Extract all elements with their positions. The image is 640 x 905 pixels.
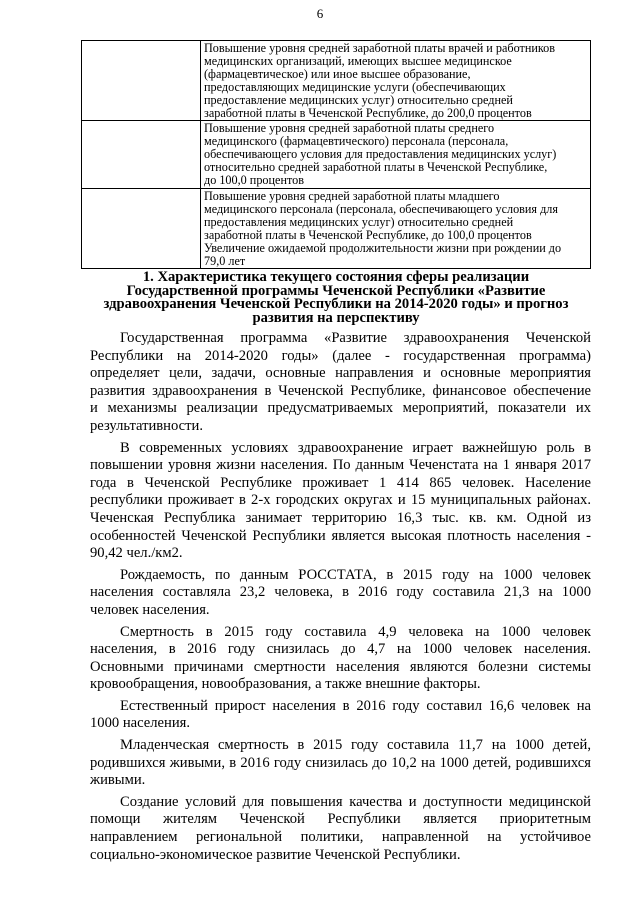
page-number: 6 [316,6,324,21]
paragraph-line: республики проживает в 2-х городских округах и 15 муниципальных районах. [90,492,591,509]
table-cell-target [201,41,591,121]
table-cell-line: до 100,0 процентов [204,173,304,188]
table-cell-empty [82,121,201,189]
table-cell-target [201,121,591,189]
paragraph-line: результативности. [90,417,203,434]
paragraph-line: Рождаемость, по данным РОССТАТА, в 2015 году на 1000 человек [120,566,591,583]
paragraph [90,330,591,436]
paragraph [90,440,591,563]
table-row [82,188,591,268]
paragraph [90,737,591,790]
targets-table [81,40,591,269]
section-title [81,271,591,325]
paragraph-line: 90,42 чел./км2. [90,545,183,562]
table-row [82,41,591,121]
table-cell-line: (фармацевтическое) или иное высшее образование, [204,66,471,81]
paragraph-line: определяет цели, задачи, основные направления и основные мероприятия [90,365,591,382]
table-cell-line: 79,0 лет [204,253,246,268]
section-title-line: здравоохранения Чеченской Республики на 2014-2020 годы» и прогноз [103,296,569,313]
table-cell-line: Повышение уровня средней заработной платы среднего [204,121,495,136]
paragraph-line: и механизмы реализации предусматриваемых мероприятий, показатели их [90,400,591,417]
document-body [90,330,591,868]
paragraph-line: 1000 населения. [90,715,190,732]
section-title-line: 1. Характеристика текущего состояния сферы реализации [142,269,530,285]
table-cell-line: Увеличение ожидаемой продолжительности жизни при рождении до [204,240,562,255]
table-cell-target [201,188,591,268]
paragraph-line: Создание условий для повышения качества и доступности медицинской [120,793,591,810]
table-cell-line: предоставляющих медицинские услуги (обеспечивающих [204,79,506,94]
paragraph-line: особенностей Чеченской Республики является высокая плотность населения - [90,527,591,544]
paragraph-line: населения, в 2016 году снизилась до 4,7 на 1000 человек населения. [90,641,591,658]
table-cell-line: медицинского персонала (персонала, обеспечивающего условия для [204,201,558,216]
paragraph-line: Чеченская Республика занимает территорию 16,3 тыс. кв. км. Одной из [90,509,591,526]
section-title-line: Государственной программы Чеченской Республики «Развитие [126,282,546,299]
table-cell-line: Повышение уровня средней заработной платы младшего [204,188,500,203]
table-cell-line: предоставления медицинских услуг) относительно средней [204,214,514,229]
table-cell-line: относительно средней заработной платы в Чеченской Республике, [204,160,548,175]
paragraph-line: населения составляла 23,2 человека, в 2016 году составила 21,3 на 1000 [90,584,591,601]
paragraph-line: развития здравоохранения в Чеченской Республике, финансовое обеспечение [90,382,591,399]
paragraph-line: родившихся живыми, в 2016 году снизилась до 10,2 на 1000 детей, родившихся [90,754,591,771]
paragraph-line: человек населения. [90,601,210,618]
paragraph-line: живыми. [90,772,146,789]
table-cell-empty [82,188,201,268]
table-cell-line: медицинских организаций, имеющих высшее медицинское [204,53,512,68]
table-cell-line: медицинского (фармацевтического) персонала (персонала, [204,134,509,149]
paragraph [90,567,591,620]
paragraph [90,794,591,864]
table-cell-line: Повышение уровня средней заработной платы врачей и работников [204,41,556,55]
section-title-line: развития на перспективу [252,309,420,326]
table-cell-line: заработной платы в Чеченской Республике, до 100,0 процентов [204,227,532,242]
paragraph-line: года в Чеченской Республике проживает 1 414 865 человек. Население [90,474,591,491]
paragraph-line: Младенческая смертность в 2015 году составила 11,7 на 1000 детей, [120,737,591,754]
paragraph-line: повышении уровня жизни населения. По данным Чеченстата на 1 января 2017 [90,457,591,474]
paragraph-line: направлением региональной политики, направленной на устойчивое [90,829,591,846]
paragraph [90,624,591,694]
table-cell-line: заработной платы в Чеченской Республике, до 200,0 процентов [204,105,532,120]
paragraph-line: кровообращения, новообразования, а также внешние факторы. [90,676,481,693]
table-cell-line: обеспечивающего условия для предоставления медицинских услуг) [204,147,557,162]
paragraph [90,698,591,733]
paragraph-line: В современных условиях здравоохранение играет важнейшую роль в [120,439,591,456]
paragraph-line: Основными причинами смертности населения являются болезни системы [90,658,591,675]
paragraph-line: Смертность в 2015 году составила 4,9 человека на 1000 человек [120,623,591,640]
paragraph-line: Республики на 2014-2020 годы» (далее - государственная программа) [90,347,591,364]
table-cell-empty [82,41,201,121]
paragraph-line: социально-экономическое развитие Чеченской Республики. [90,846,461,863]
table-row [82,121,591,189]
paragraph-line: помощи жителям Чеченской Республики является приоритетным [90,811,591,828]
paragraph-line: Государственная программа «Развитие здравоохранения Чеченской [120,330,591,346]
table-cell-line: предоставление медицинских услуг) относительно средней [204,92,513,107]
paragraph-line: Естественный прирост населения в 2016 году составил 16,6 человек на [120,697,591,714]
